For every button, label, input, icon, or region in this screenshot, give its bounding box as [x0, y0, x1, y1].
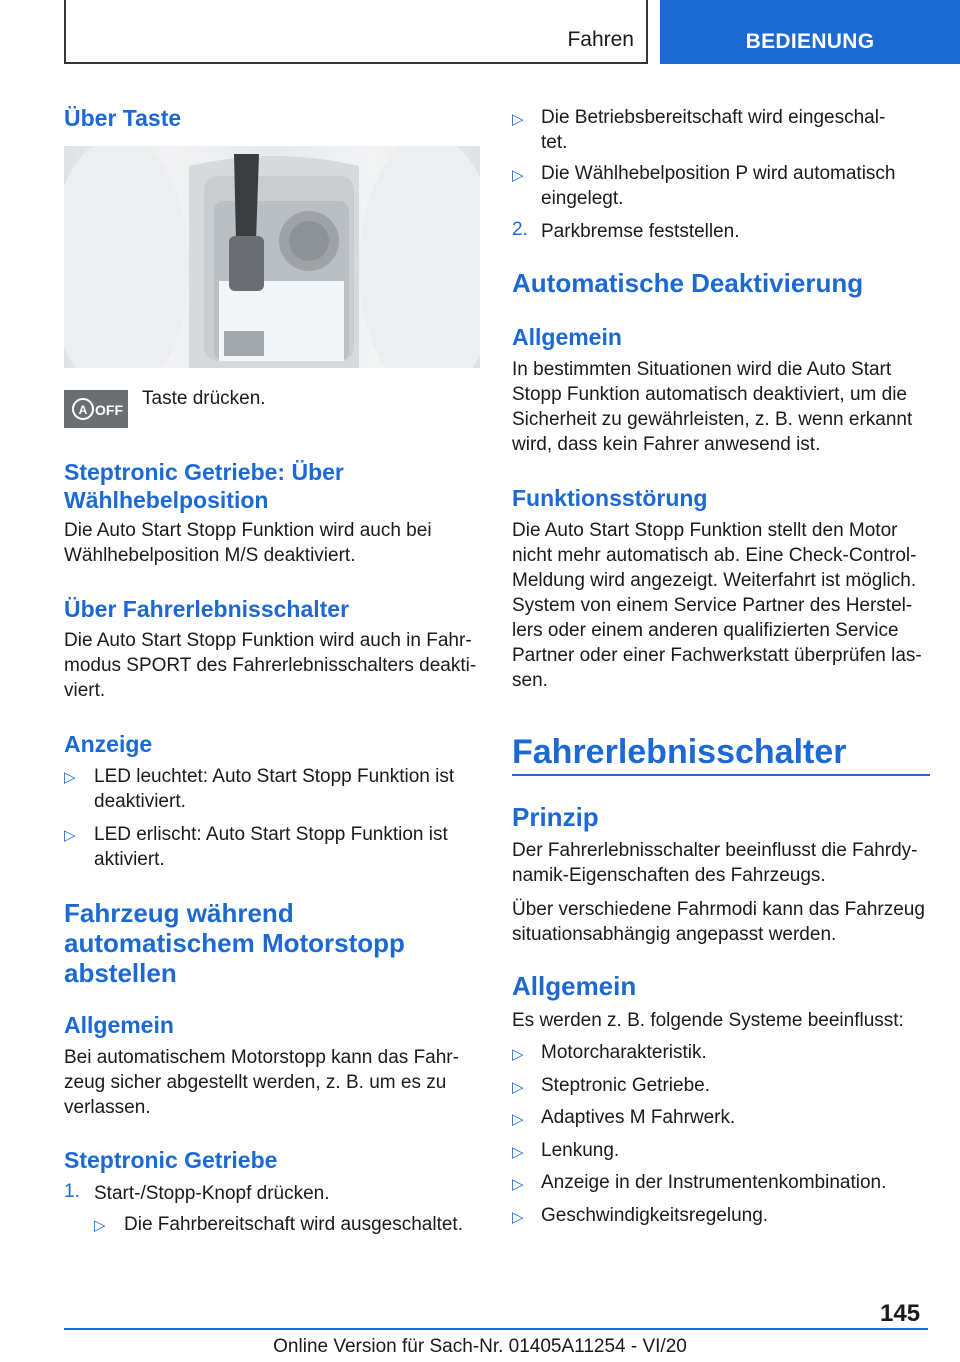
fahrerlebnis-paragraph	[64, 628, 482, 703]
text-line: Bei automatischem Motorstopp kann das Fahr‐	[64, 1047, 459, 1068]
text-line: wird, dass kein Fahrer anwesend ist.	[512, 434, 821, 455]
svg-text:A: A	[78, 403, 88, 417]
text-line: namik-Eigenschaften des Fahrzeugs.	[512, 865, 826, 886]
gear-selector-illustration	[64, 146, 480, 368]
text-line: Die Wählhebelposition P wird automatisch	[541, 163, 896, 184]
bullet-icon: ▷	[64, 827, 76, 844]
page-number: 145	[880, 1300, 921, 1327]
heading-line: Wählhebelposition	[64, 487, 269, 513]
list-item-label: Lenkung.	[541, 1139, 620, 1161]
bullet-icon: ▷	[512, 111, 524, 128]
header-section-box	[64, 0, 648, 64]
text-line: nicht mehr automatisch ab. Eine Check-Control-	[512, 545, 917, 566]
allgemein-3-text: Es werden z. B. folgende Systeme beeinflusst:	[512, 1010, 904, 1031]
text-line: viert.	[64, 680, 106, 701]
text-line: modus SPORT des Fahrerlebnisschalters deakti‐	[64, 655, 477, 676]
auto-start-stop-symbol	[66, 394, 126, 424]
text-line: eingelegt.	[541, 188, 624, 209]
header-tab[interactable]	[660, 0, 960, 64]
heading-prinzip: Prinzip	[512, 802, 599, 832]
heading-ueber-taste: Über Taste	[64, 105, 182, 131]
heading-anzeige: Anzeige	[64, 731, 153, 757]
step-1-sub-2	[541, 105, 885, 155]
heading-fahrerlebnisschalter: Fahrerlebnisschalter	[512, 733, 847, 771]
step-1-sub-3	[541, 161, 896, 211]
list-item-label: Geschwindigkeitsregelung.	[541, 1204, 769, 1226]
header-section-title: Fahren	[567, 28, 634, 51]
gear-selector-photo	[64, 146, 480, 368]
text-line: Die Auto Start Stopp Funktion wird auch bei	[64, 520, 432, 541]
bullet-icon: ▷	[94, 1217, 106, 1234]
step-number: 2.	[512, 219, 528, 240]
text-line: Über verschiedene Fahrmodi kann das Fahrzeug	[512, 899, 925, 920]
text-line: Der Fahrerlebnisschalter beeinflusst die Fahrdy‐	[512, 840, 918, 861]
text-line: Die Auto Start Stopp Funktion stellt den Motor	[512, 520, 898, 541]
text-line: deaktiviert.	[94, 791, 186, 812]
steptronic-ueber-paragraph	[64, 518, 482, 568]
list-item	[64, 822, 482, 880]
allgemein-1-paragraph	[64, 1045, 482, 1120]
bullet-icon: ▷	[512, 1111, 524, 1128]
bullet-icon: ▷	[512, 167, 524, 184]
systems-list	[512, 1040, 930, 1235]
heading-steptronic-getriebe: Steptronic Getriebe	[64, 1147, 278, 1173]
heading-steptronic-ueber	[64, 458, 482, 514]
prinzip-paragraph-2	[512, 897, 930, 947]
list-item	[512, 1040, 930, 1073]
bullet-icon: ▷	[512, 1208, 524, 1226]
text-line: Stopp Funktion automatisch deaktiviert, um die	[512, 384, 907, 405]
text-line: Meldung wird angezeigt. Weiterfahrt ist möglich.	[512, 570, 917, 591]
text-line: Partner oder einer Fachwerkstatt überprüfen las‐	[512, 645, 922, 666]
list-item	[64, 764, 482, 822]
list-item-label: Adaptives M Fahrwerk.	[541, 1107, 736, 1128]
step-1-text: Start-/Stopp-Knopf drücken.	[94, 1183, 330, 1204]
text-line: Sicherheit zu gewährleisten, z. B. wenn erkannt	[512, 409, 913, 430]
step-2-text: Parkbremse feststellen.	[541, 221, 740, 242]
heading-automatische-deaktivierung: Automatische Deaktivierung	[512, 268, 864, 298]
text-line: Die Auto Start Stopp Funktion wird auch in Fahr‐	[64, 630, 472, 651]
bullet-icon: ▷	[512, 1078, 524, 1096]
heading-line: Fahrzeug während	[64, 898, 294, 928]
stoerung-paragraph	[512, 518, 930, 693]
text-line: Wählhebelposition M/S deaktiviert.	[64, 545, 356, 566]
auto-start-stop-off-icon	[64, 390, 128, 428]
list-item-label: Anzeige in der Instrumentenkombination.	[541, 1172, 887, 1193]
text-line: zeug sicher abgestellt werden, z. B. um es zu	[64, 1072, 447, 1093]
heading-allgemein-2: Allgemein	[512, 324, 622, 350]
heading-ueber-fahrerlebnisschalter: Über Fahrerlebnisschalter	[64, 596, 350, 622]
list-item	[512, 1073, 930, 1106]
step-1-sub-1: Die Fahrbereitschaft wird ausgeschaltet.	[124, 1214, 463, 1235]
taste-druecken-text: Taste drücken.	[142, 388, 266, 409]
allgemein-2-paragraph	[512, 357, 930, 457]
step-number: 1.	[64, 1181, 80, 1202]
heading-funktionsstoerung: Funktionsstörung	[512, 485, 708, 511]
list-item-label: Steptronic Getriebe.	[541, 1074, 710, 1096]
footer-rule	[64, 1328, 928, 1330]
heading-allgemein-1: Allgemein	[64, 1012, 174, 1038]
heading-line: Steptronic Getriebe: Über	[64, 459, 344, 485]
text-line: aktiviert.	[94, 849, 165, 870]
bullet-icon: ▷	[512, 1046, 524, 1063]
text-line: LED leuchtet: Auto Start Stopp Funktion ist	[94, 766, 455, 787]
list-item	[512, 1105, 930, 1138]
text-line: sen.	[512, 670, 548, 691]
list-item	[512, 1138, 930, 1171]
text-line: System von einem Service Partner des Herstel‐	[512, 595, 913, 616]
text-line: situationsabhängig angepasst werden.	[512, 924, 837, 945]
text-line: lers oder einem anderen qualifizierten Service	[512, 620, 899, 641]
list-item	[512, 1170, 930, 1203]
list-item	[512, 1203, 930, 1236]
heading-line: abstellen	[64, 958, 177, 988]
text-line: LED erlischt: Auto Start Stopp Funktion ist	[94, 824, 448, 845]
heading-line: automatischem Motorstopp	[64, 928, 405, 958]
text-line: Die Betriebsbereitschaft wird eingeschal‐	[541, 107, 886, 128]
header-tab-label: BEDIENUNG	[745, 30, 875, 53]
list-item-label: Motorcharakteristik.	[541, 1042, 707, 1063]
section-divider	[512, 774, 930, 776]
bullet-icon: ▷	[512, 1176, 524, 1193]
text-line: verlassen.	[64, 1097, 151, 1118]
svg-text:OFF: OFF	[95, 402, 123, 418]
anzeige-list	[64, 764, 482, 880]
text-line: tet.	[541, 132, 568, 153]
text-line: In bestimmten Situationen wird die Auto Start	[512, 359, 892, 380]
heading-fahrzeug-abstellen	[64, 898, 482, 988]
prinzip-paragraph-1	[512, 838, 930, 888]
heading-allgemein-3: Allgemein	[512, 971, 637, 1001]
footer-text: Online Version für Sach-Nr. 01405A11254 - VI/20	[273, 1336, 687, 1357]
bullet-icon: ▷	[64, 769, 76, 786]
bullet-icon: ▷	[512, 1143, 524, 1161]
